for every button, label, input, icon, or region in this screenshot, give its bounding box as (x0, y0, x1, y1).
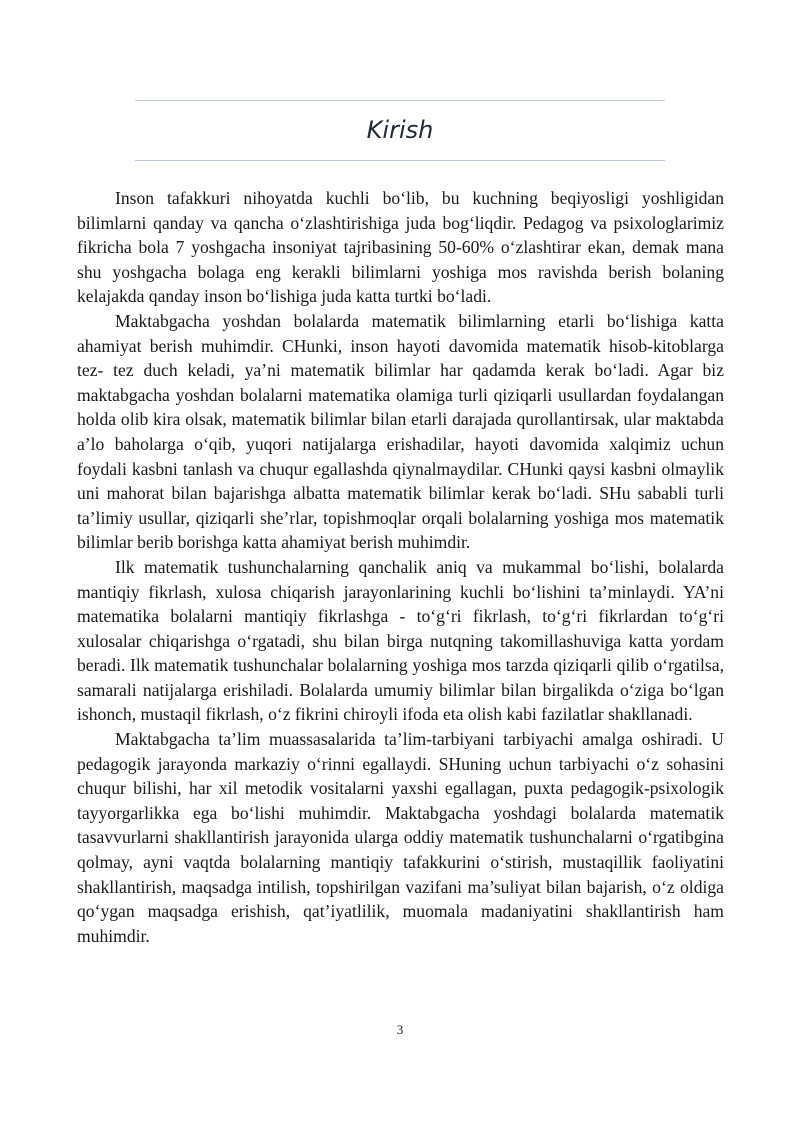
paragraph-1: Inson tafakkuri nihoyatda kuchli bo‘lib, bu kuchning beqiyosligi yoshligidan bilimlarni qanday va qancha o‘zlashtirishiga juda bog‘liqdir. Pedagog va psixologlarimiz fikricha bola 7 yoshgacha insoniyat tajribasining 50-60% o‘zlashtirar ekan, demak mana shu yoshgacha bolaga eng kerakli bilimlarni yoshiga mos ravishda berish bolaning kelajakda qanday inson bo‘lishiga juda katta turtki bo‘ladi. (77, 188, 724, 307)
paragraph-4: Maktabgacha ta’lim muassasalarida ta’lim-tarbiyani tarbiyachi amalga oshiradi. U pedagogik jarayonda markaziy o‘rinni egallaydi. SHuning uchun tarbiyachi o‘z sohasini chuqur bilishi, har xil metodik vositalarni yaxshi egallagan, puxta pedagogik-psixologik tayyorgarlikka ega bo‘lishi muhimdir. Maktabgacha yoshdagi bolalarda matematik tasavvurlarni shakllantirish jarayonida ularga oddiy matematik tushunchalarni o‘rgatibgina qolmay, ayni vaqtda bolalarning mantiqiy tafakkurini o‘stirish, mustaqillik faoliyatini shakllantirish, maqsadga intilish, topshirilgan vazifani ma’suliyat bilan bajarish, o‘z oldiga qo‘ygan maqsadga erishish, qat’iyatlilik, muomala madaniyatini shakllantirish ham muhimdir. (77, 729, 724, 946)
title-bottom-rule (135, 160, 665, 161)
body-text (77, 186, 724, 948)
page-title: Kirish (366, 116, 434, 144)
paragraph-2: Maktabgacha yoshdan bolalarda matematik bilimlarning etarli bo‘lishiga katta ahamiyat berish muhimdir. CHunki, inson hayoti davomida matematik hisob-kitoblarga tez- tez duch keladi, ya’ni matematik bilimlar har qadamda kerak bo‘ladi. Agar biz maktabgacha yoshdan bolalarni matematika olamiga turli qiziqarli usullardan foydalangan holda olib kira olsak, matematik bilimlar bilan etarli darajada qurollantirsak, ular maktabda a’lo baholarga o‘qib, yuqori natijalarga erishadilar, hayoti davomida xalqimiz uchun foydali kasbni tanlash va chuqur egallashda qiynalmaydilar. CHunki qaysi kasbni olmaylik uni mahorat bilan bajarishga albatta matematik bilimlar kerak bo‘ladi. SHu sababli turli ta’limiy usullar, qiziqarli she’rlar, topishmoqlar orqali bolalarning yoshiga mos matematik bilimlar berib borishga katta ahamiyat berish muhimdir. (77, 310, 724, 553)
page-number: 3 (396, 1022, 404, 1037)
paragraph-3: Ilk matematik tushunchalarning qanchalik aniq va mukammal bo‘lishi, bolalarda mantiqiy fikrlash, xulosa chiqarish jarayonlarining kuchli bo‘lishini ta’minlaydi. YA’ni matematika bolalarni mantiqiy fikrlashga - to‘g‘ri fikrlash, to‘g‘ri fikrlardan to‘g‘ri xulosalar chiqarishga o‘rgatadi, shu bilan birga nutqning takomillashuviga katta yordam beradi. Ilk matematik tushunchalar bolalarning yoshiga mos tarzda qiziqarli qilib o‘rgatilsa, samarali natijalarga erishiladi. Bolalarda umumiy bilimlar bilan birgalikda o‘ziga bo‘lgan ishonch, mustaqil fikrlash, o‘z fikrini chiroyli ifoda eta olish kabi fazilatlar shakllanadi. (77, 556, 724, 725)
title-top-rule (135, 100, 665, 101)
